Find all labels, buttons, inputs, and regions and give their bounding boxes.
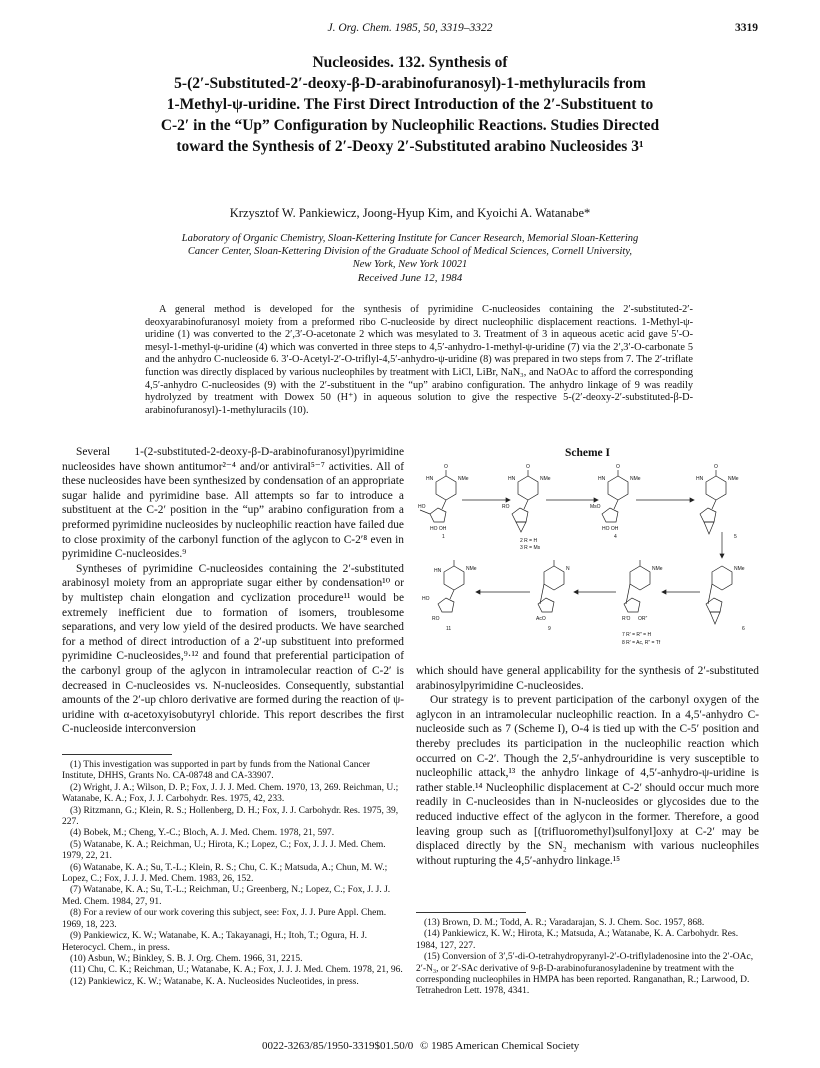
right-footnotes <box>416 918 759 998</box>
atom-label: NMe <box>652 566 663 572</box>
atom-label: MsO <box>590 504 601 510</box>
structure-2-3 <box>512 470 538 532</box>
journal-citation: J. Org. Chem. 1985, 50, 3319–3322 <box>327 22 493 34</box>
atom-label: O <box>616 464 620 470</box>
footnote: (6) Watanabe, K. A.; Su, T.-L.; Klein, R. S.; Chu, C. K.; Matsuda, A.; Chun, M. W.; Lopez, C.; Fox, J. J. J. Med. Chem. 1983, 26, 152. <box>62 862 388 885</box>
compound-label: 5 <box>734 534 737 540</box>
affiliation-line: Laboratory of Organic Chemistry, Sloan-Kettering Institute for Cancer Research, Memorial Sloan-Kettering <box>181 233 639 244</box>
footnote-rule <box>62 754 172 755</box>
atom-label: N <box>566 566 570 572</box>
footnote: (10) Asbun, W.; Binkley, S. B. J. Org. Chem. 1966, 31, 2215. <box>70 953 303 964</box>
compound-label: 8 R′ = Ac, R″ = Tf <box>622 640 661 646</box>
atom-label: NMe <box>458 476 469 482</box>
abstract: A general method is developed for the synthesis of pyrimidine C-nucleosides containing the 2′-substituted-2′-deoxyarabinofuranosyl moiety from a preformed ribo C-nucleoside by direct nucleophilic displacement reactions. 1-Methyl-ψ-uridine (1) was converted to the 2′,3′-O-acetonate 2 which was mesylated to 3. Treatment of 3 in aqueous acetic acid gave 5′-O-mesyl-1-methyl-ψ-uridine (4) which was converted in three steps to 4,5′-anhydro-1-methyl-ψ-uridine (7) via the 2′,3′-O-carbonate 5 and the anhydro C-nucleoside 6. 3′-O-Acetyl-2′-O-triflyl-4,5′-anhydro-ψ-uridine (8) was prepared in two steps from 7. The 2′-triflate function was directly displaced by various nucleophiles by treatment with LiCl, LiBr, NaN₃, and NaOAc to afford the corresponding 4,5′-anhydro C-nucleosides (9) with the 2′-substituent in the “up” arabino configuration. The anhydro linkage of 9 was readily hydrolyzed by treatment with Dowex 50 (H⁺) in aqueous solution to give the respective 5-(2′-deoxy-2′-substituted-β-D-arabinofuranosyl)-1-methyluracils (10). <box>145 304 693 416</box>
left-footnotes <box>62 760 404 988</box>
footnote: (4) Bobek, M.; Cheng, Y.-C.; Bloch, A. J. Med. Chem. 1978, 21, 597. <box>70 828 335 839</box>
compound-label: 9 <box>548 626 551 632</box>
page-footer <box>0 1040 820 1054</box>
atom-label: HO OH <box>602 526 619 532</box>
footnote: (8) For a review of our work covering this subject, see: Fox, J. J. Pure Appl. Chem. 1969, 18, 223. <box>62 908 387 930</box>
article-title <box>80 52 740 157</box>
running-header <box>0 22 820 38</box>
scheme-title: Scheme I <box>564 447 611 459</box>
compound-label: 6 <box>742 626 745 632</box>
body-paragraph: Our strategy is to prevent participation of the carbonyl oxygen of the aglycon in an intramolecular nucleophilic reaction. In a 4,5′-anhydro C-nucleoside such as 7 (Scheme I), O-4 is tied up with the C-5′ position and thereby precludes its participation in the nucleophilic reaction which occurred on C-2′. Though the 2,5′-anhydrouridine is very susceptible to nucleophilic attack,¹³ the anhydro linkage of 4,5′-anhydro-ψ-uridine is rather stable.¹⁴ Nucleophilic displacement at C-2′ should occur much more readily in C-nucleosides than in N-nucleosides or glycosides due to the reduced inductive effect of the aglycon in the former. Therefore, a good leaving group such as [(trifluoromethyl)sulfonyl]oxy at C-2′ may be displaced directly by the SN₂ mechanism with various nucleophiles without rupturing the 4,5′-anhydro linkage.¹⁵ <box>416 694 759 867</box>
atom-label: HO <box>422 596 430 602</box>
structure-6 <box>706 566 732 624</box>
atom-label: O <box>444 464 448 470</box>
structure-11 <box>438 560 464 612</box>
footnote: (11) Chu, C. K.; Reichman, U.; Watanabe, K. A.; Fox, J. J. J. Med. Chem. 1978, 21, 96. <box>70 965 403 976</box>
title-line: 1-Methyl-ψ-uridine. The First Direct Introduction of the 2′-Substituent to <box>166 96 654 113</box>
body-paragraph: Syntheses of pyrimidine C-nucleosides containing the 2′-substituted arabinosyl moiety from an appropriate sugar either by condensation¹⁰ or by multistep chain elongation and cyclization procedure¹¹ would be extremely inefficient due to formation of isomers, troublesome separations, and very low yield of the desired products. We have searched for a method of direct introduction of a 2′-up substituent into preformed pyrimidine C-nucleosides,⁹·¹² and found that preferential participation of the carbonyl group of the aglycon in intramolecular reaction of C-2′ is decreased in C-nucleosides vs. N-nucleosides. Consequently, substantial amounts of the 2′-up chloro derivative are formed during the reaction of ψ-uridine with α-acetoxyisobutyryl chloride. This report describes the first C-nucleoside interconversion <box>62 562 404 736</box>
title-line: toward the Synthesis of 2′-Deoxy 2′-Substituted arabino Nucleosides 3¹ <box>176 138 644 155</box>
compound-label: 11 <box>446 626 452 632</box>
atom-label: OR″ <box>638 616 648 622</box>
atom-label: NMe <box>466 566 477 572</box>
compound-label: 2 R = H <box>520 538 538 544</box>
title-line: 5-(2′-Substituted-2′-deoxy-β-D-arabinofuranosyl)-1-methyluracils from <box>174 75 646 92</box>
footnote: (7) Watanabe, K. A.; Su, T.-L.; Reichman, U.; Greenberg, N.; Lopez, C.; Fox, J. J. J. Med. Chem. 1984, 27, 91. <box>62 885 391 907</box>
footnote: (14) Pankiewicz, K. W.; Hirota, K.; Matsuda, A.; Watanabe, K. A. Carbohydr. Res. 1984, 127, 227. <box>416 929 739 951</box>
page-number: 3319 <box>735 22 758 34</box>
compound-label: 3 R = Ms <box>520 545 541 551</box>
structure-5 <box>700 470 726 534</box>
affiliation <box>120 232 700 271</box>
left-column <box>62 445 404 737</box>
atom-label: HN <box>426 476 434 482</box>
structure-9 <box>538 560 564 612</box>
copyright: © 1985 American Chemical Society <box>420 1040 580 1052</box>
atom-label: NMe <box>734 566 745 572</box>
footnote: (15) Conversion of 3′,5′-di-O-tetrahydropyranyl-2′-O-triflyladenosine into the 2′-OAc, 2′-N₃, or 2′-SAc derivative of 9-β-D-arabinofuranosyladenine by treatment with the corresponding nucleophiles in HMPA has been reported. Ranganathan, R.; Larwood, D. Tetrahedron Lett. 1978, 4341. <box>416 952 754 997</box>
scheme-diagram <box>416 462 759 658</box>
atom-label: O <box>526 464 530 470</box>
reaction-arrows <box>462 498 724 594</box>
footnote: (12) Pankiewicz, K. W.; Watanabe, K. A. Nucleosides Nucleotides, in press. <box>70 976 359 987</box>
atom-label: HN <box>434 568 442 574</box>
atom-label: HN <box>508 476 516 482</box>
atom-label: AcO <box>536 616 546 622</box>
body-paragraph: Several 1-(2-substituted-2-deoxy-β-D-arabinofuranosyl)pyrimidine nucleosides have shown antitumor²⁻⁴ and/or antiviral⁵⁻⁷ activities. All of these nucleosides have been synthesized by condensation of an appropriate sugar halide and pyrimidine base. All attempts so far to introduce a substituent at the C-2′ position in the “up” arabino configuration from a preformed pyrimidine nucleosides by nucleophilic reaction have failed due to close proximity of the carbonyl function of the aglycon to C-2′⁸ even in pyrimidine C-nucleosides.⁹ <box>62 446 404 561</box>
author-list: Krzysztof W. Pankiewicz, Joong-Hyup Kim, and Kyoichi A. Watanabe* <box>229 206 591 220</box>
right-column <box>416 664 759 868</box>
atom-label: HN <box>696 476 704 482</box>
title-line: Nucleosides. 132. Synthesis of <box>312 54 508 71</box>
received-date: Received June 12, 1984 <box>357 272 463 284</box>
structure-4 <box>602 470 628 522</box>
atom-label: RO <box>502 504 510 510</box>
atom-label: NMe <box>630 476 641 482</box>
compound-label: 1 <box>442 534 445 540</box>
structure-7-8 <box>624 560 650 612</box>
atom-label: HO OH <box>430 526 447 532</box>
footnote: (9) Pankiewicz, K. W.; Watanabe, K. A.; Takayanagi, H.; Itoh, T.; Ogura, H. J. Heterocycl. Chem., in press. <box>62 931 368 953</box>
compound-label: 4 <box>614 534 617 540</box>
affiliation-line: New York, New York 10021 <box>352 259 468 270</box>
atom-label: O <box>714 464 718 470</box>
atom-label: NMe <box>540 476 551 482</box>
atom-label: HO <box>418 504 426 510</box>
title-line: C-2′ in the “Up” Configuration by Nucleophilic Reactions. Studies Directed <box>160 117 660 134</box>
atom-label: R′O <box>622 616 631 622</box>
body-paragraph: which should have general applicability for the synthesis of 2′-substituted arabinosylpyrimidine C-nucleosides. <box>416 665 759 692</box>
compound-label: 7 R′ = R″ = H <box>622 632 652 638</box>
affiliation-line: Cancer Center, Sloan-Kettering Division of the Graduate School of Medical Sciences, Cornell University, <box>187 246 633 257</box>
atom-label: RO <box>432 616 440 622</box>
article-code: 0022-3263/85/1950-3319$01.50/0 <box>262 1040 414 1052</box>
footnote: (2) Wright, J. A.; Wilson, D. P.; Fox, J. J. J. Med. Chem. 1970, 13, 269. Reichman, U.; Watanabe, K. A.; Fox, J. J. Carbohydr. Res. 1975, 42, 233. <box>62 782 399 805</box>
footnote-rule <box>416 912 526 913</box>
atom-label: HN <box>598 476 606 482</box>
footnote: (3) Ritzmann, G.; Klein, R. S.; Hollenberg, D. H.; Fox, J. J. Carbohydr. Res. 1975, 39, 227. <box>62 805 399 828</box>
footnote: (13) Brown, D. M.; Todd, A. R.; Varadarajan, S. J. Chem. Soc. 1957, 868. <box>424 918 705 928</box>
footnote: (1) This investigation was supported in part by funds from the National Cancer Institute, DHHS, Grants No. CA-08748 and CA-33907. <box>62 760 371 782</box>
footnote: (5) Watanabe, K. A.; Reichman, U.; Hirota, K.; Lopez, C.; Fox, J. J. J. Med. Chem. 1979, 22, 21. <box>62 839 386 862</box>
atom-label: NMe <box>728 476 739 482</box>
